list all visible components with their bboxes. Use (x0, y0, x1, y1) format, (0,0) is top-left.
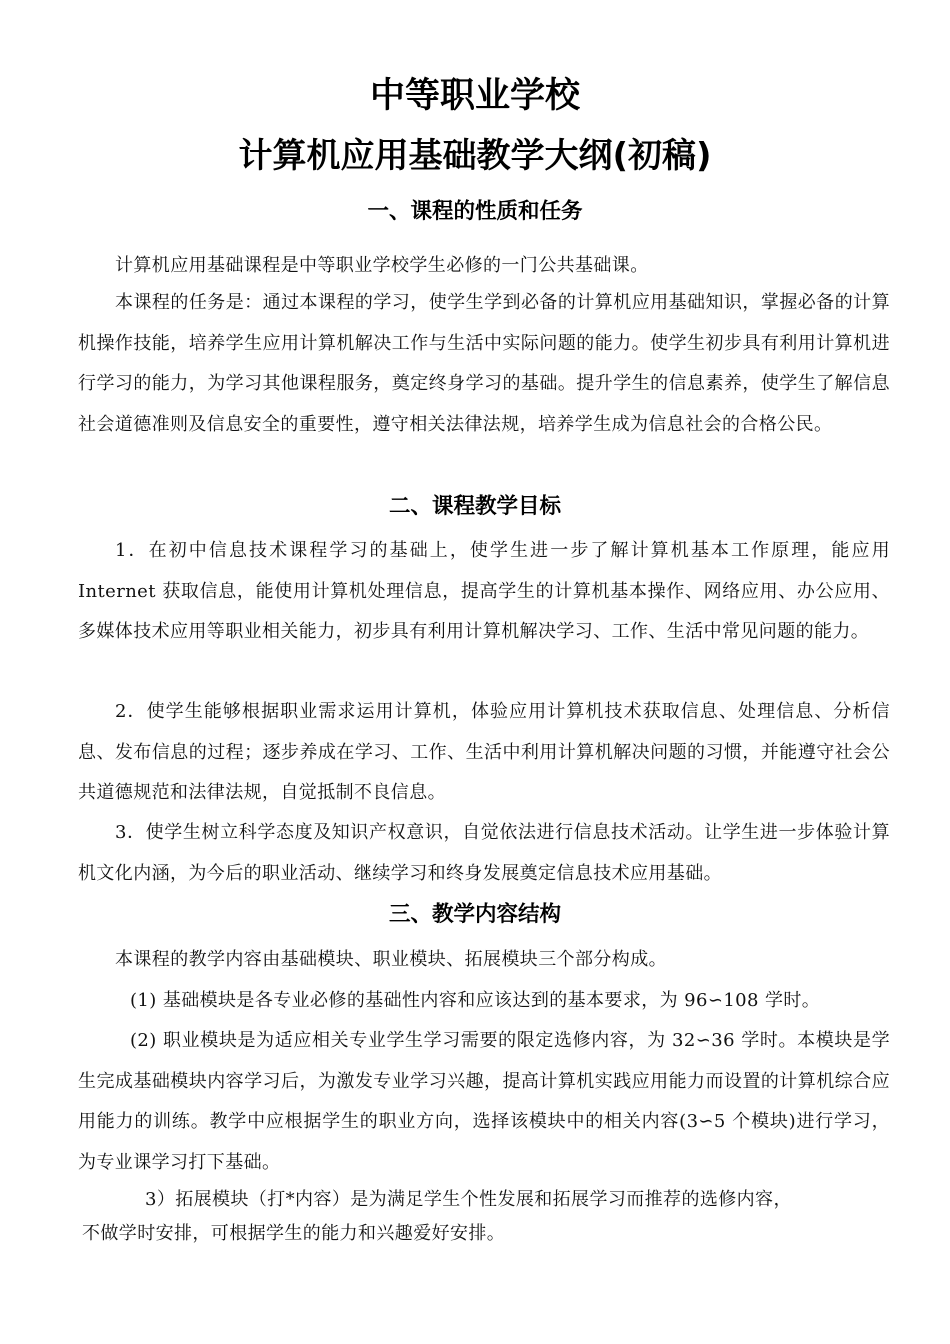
document-title-line1: 中等职业学校 (369, 76, 580, 116)
paragraph-3-3: (2) 职业模块是为适应相关专业学生学习需要的限定选修内容，为 32∽36 学时。本模块是学生完成基础模块内容学习后，为激发专业学习兴趣，提高计算机实践应用能力而设置的计算机综合应用能力的训练。教学中应根据学生的职业方向，选择该模块中的相关内容(3∽5 个模块)进行学习，为专业课学习打下基础。 (78, 1030, 890, 1173)
paragraph-3-2: (1) 基础模块是各专业必修的基础性内容和应该达到的基本要求，为 96∽108 学时。 (130, 990, 821, 1011)
section-heading-1: 一、课程的性质和任务 (367, 199, 583, 224)
paragraph-3-4: 3）拓展模块（打*内容）是为满足学生个性发展和拓展学习而推荐的选修内容， (145, 1189, 792, 1210)
section-heading-2: 二、课程教学目标 (388, 494, 561, 519)
paragraph-3-1: 本课程的教学内容由基础模块、职业模块、拓展模块三个部分构成。 (115, 949, 667, 970)
paragraph-3-5: 不做学时安排，可根据学生的能力和兴趣爱好安排。 (82, 1223, 506, 1244)
paragraph-1-1: 计算机应用基础课程是中等职业学校学生必修的一门公共基础课。 (115, 255, 649, 276)
paragraph-2-3: 3．使学生树立科学态度及知识产权意识，自觉依法进行信息技术活动。让学生进一步体验计算机文化内涵，为今后的职业活动、继续学习和终身发展奠定信息技术应用基础。 (78, 822, 890, 884)
document-title-line2: 计算机应用基础教学大纲(初稿) (238, 136, 712, 176)
paragraph-2-2: 2．使学生能够根据职业需求运用计算机，体验应用计算机技术获取信息、处理信息、分析信息、发布信息的过程；逐步养成在学习、工作、生活中利用计算机解决问题的习惯，并能遵守社会公共道德规范和法律法规，自觉抵制不良信息。 (78, 701, 890, 803)
paragraph-1-2: 本课程的任务是：通过本课程的学习，使学生学到必备的计算机应用基础知识，掌握必备的计算机操作技能，培养学生应用计算机解决工作与生活中实际问题的能力。使学生初步具有利用计算机进行学习的能力，为学习其他课程服务，奠定终身学习的基础。提升学生的信息素养，使学生了解信息社会道德准则及信息安全的重要性，遵守相关法律法规，培养学生成为信息社会的合格公民。 (78, 292, 890, 435)
section-heading-3: 三、教学内容结构 (388, 902, 561, 927)
paragraph-2-1: 1．在初中信息技术课程学习的基础上，使学生进一步了解计算机基本工作原理，能应用 Internet 获取信息，能使用计算机处理信息，提高学生的计算机基本操作、网络应用、办公应用、多媒体技术应用等职业相关能力，初步具有利用计算机解决学习、工作、生活中常见问题的能力。 (78, 540, 890, 642)
